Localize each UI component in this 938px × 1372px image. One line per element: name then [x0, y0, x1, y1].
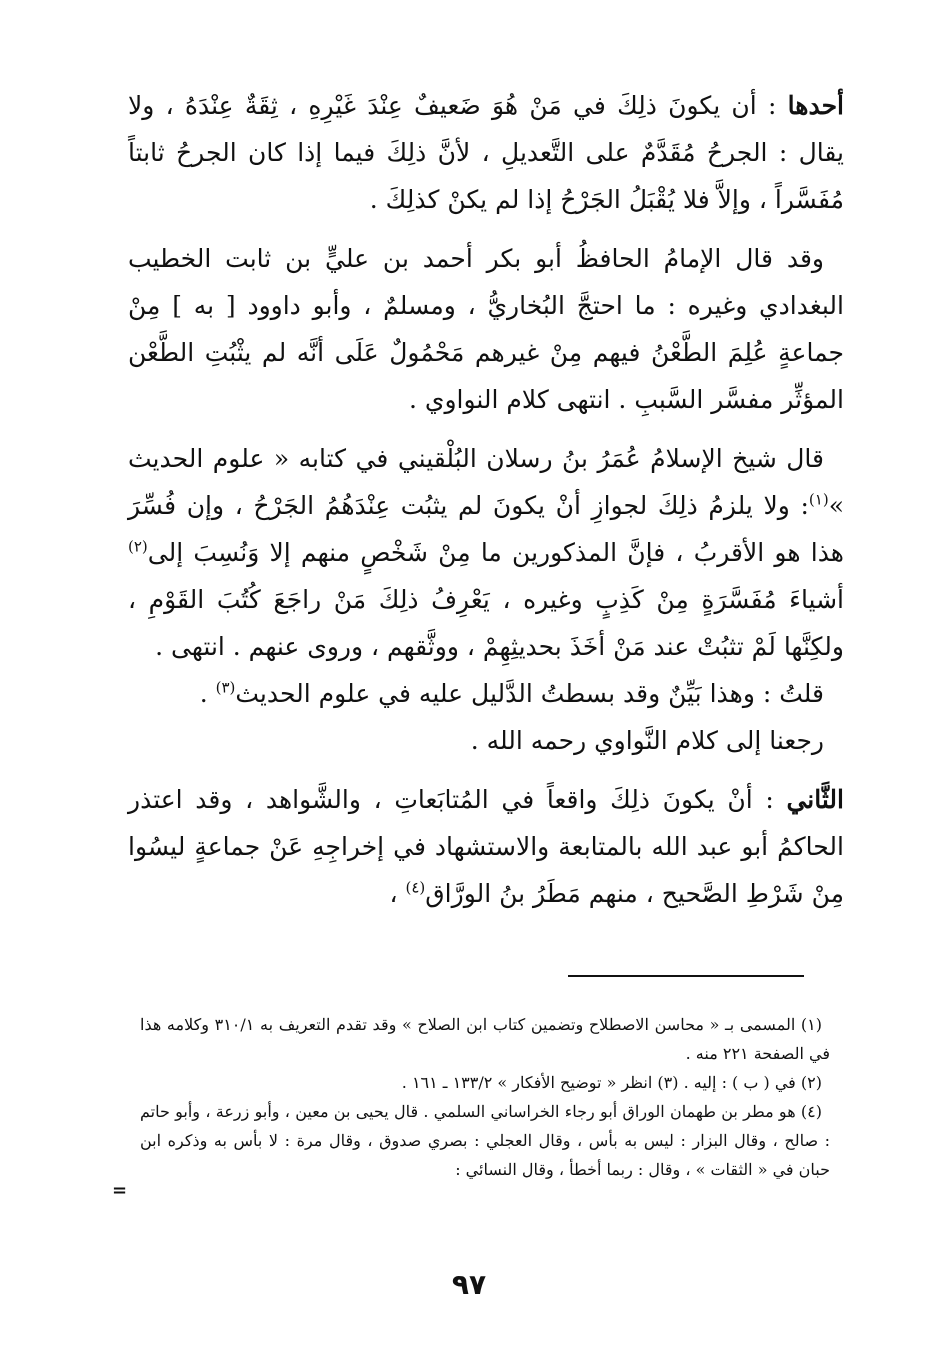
- footnote-1: (١) المسمى بـ « محاسن الاصطلاح وتضمين كتاب ابن الصلاح » وقد تقدم التعريف به ٣١٠/١ وكلامه هذا في الصفحة ٢٢١ منه .: [140, 1015, 830, 1063]
- paragraph-1: [128, 82, 844, 223]
- footnote-separator: [568, 975, 804, 977]
- paragraph-6: [128, 776, 844, 917]
- paragraph-4-text-b: .: [199, 679, 216, 708]
- footnote-2-3: (٢) في ( ب ) : إليه . (٣) انظر « توضيح الأفكار » ١٣٣/٢ ـ ١٦١ .: [401, 1073, 822, 1092]
- paragraph-6-text-a: : أنْ يكونَ ذلِكَ واقعاً في المُتابَعاتِ ، والشَّواهد ، وقد اعتذر الحاكمُ أبو عبد الله بالمتابعة والاستشهاد في إخراجِهِ عَنْ جماعةٍ ليسُوا مِنْ شَرْطِ الصَّحيح ، منهم مَطَرُ بنُ الورَّاق: [128, 785, 844, 908]
- footnotes: [140, 1010, 830, 1184]
- footnote-ref-1: (١): [808, 490, 829, 509]
- paragraph-6-text-b: ،: [389, 879, 406, 908]
- paragraph-3-text-a: قال شيخ الإسلامُ عُمَرُ بنُ رسلان البُلْقيني في كتابه « علوم الحديث »: [128, 444, 844, 520]
- footnote-ref-3: (٣): [215, 678, 236, 697]
- paragraph-3-text-c: أشياءَ مُفَسَّرَةٍ مِنْ كَذِبٍ وغيره ، يَعْرِفُ ذلِكَ مَنْ راجَعَ كُتُبَ القَوْمِ ، ولكِنَّها لَمْ تثبُتْ عند مَنْ أخَذَ بحديثِهِمْ ، ووثَّقهم ، وروى عنهم . انتهى .: [128, 585, 844, 661]
- lead-word-first: أحدها: [787, 91, 844, 120]
- continuation-mark: =: [112, 1180, 128, 1201]
- main-text: [128, 82, 844, 929]
- lead-word-second: الثَّاني: [786, 785, 844, 814]
- paragraph-4-text-a: قلتُ : وهذا بَيِّنٌ وقد بسطتُ الدَّليل عليه في علوم الحديث: [235, 679, 824, 708]
- footnote-ref-4: (٤): [405, 878, 426, 897]
- paragraph-2: وقد قال الإمامُ الحافظُ أبو بكر أحمد بن عليٍّ بن ثابت الخطيب البغدادي وغيره : ما احتجَّ البُخاريُّ ، ومسلمٌ ، وأبو داوود [ به ] مِنْ جماعةٍ عُلِمَ الطَّعْنُ فيهم مِنْ غيرهم مَحْمُولٌ عَلَى أنَّه لم يثْبُتِ الطَّعْن المؤثِّر مفسَّر السَّببِ . انتهى كلام النواوي .: [128, 244, 844, 414]
- paragraph-4: [128, 670, 844, 717]
- paragraph-3-text-b: : ولا يلزمُ ذلِكَ لجوازِ أنْ يكونَ لم يثبُت عِنْدَهُمُ الجَرْحُ ، وإن فُسِّرَ هذا هو الأقربُ ، فإنَّ المذكورين ما مِنْ شَخْصٍ منهم إلا وَنُسِبَ إلى: [128, 491, 844, 567]
- footnote-4: (٤) هو مطر بن طهمان الوراق أبو رجاء الخراساني السلمي . قال يحيى بن معين ، وأبو زرعة ، وأبو حاتم : صالح ، وقال البزار : ليس به بأس ، وقال العجلي : بصري صدوق ، وقال مرة : لا بأس به وذكره ابن حبان في « الثقات » ، وقال : ربما أخطأ ، وقال النسائي :: [140, 1102, 830, 1179]
- page-number: ٩٧: [451, 1268, 487, 1301]
- paragraph-1-text: : أن يكونَ ذلِكَ في مَنْ هُوَ ضَعيفٌ عِنْدَ غَيْرِهِ ، ثِقَةٌ عِنْدَهُ ، ولا يقال : الجرحُ مُقَدَّمٌ على التَّعديلِ ، لأنَّ ذلِكَ فيما إذا كان الجرحُ ثابتاً مُفَسَّراً ، وإلاَّ فلا يُقْبَلُ الجَرْحُ إذا لم يكنْ كذلِكَ .: [128, 91, 844, 214]
- paragraph-3: [128, 435, 844, 670]
- footnote-ref-2: (٢): [128, 537, 148, 556]
- paragraph-5: رجعنا إلى كلام النَّواوي رحمه الله .: [470, 726, 824, 755]
